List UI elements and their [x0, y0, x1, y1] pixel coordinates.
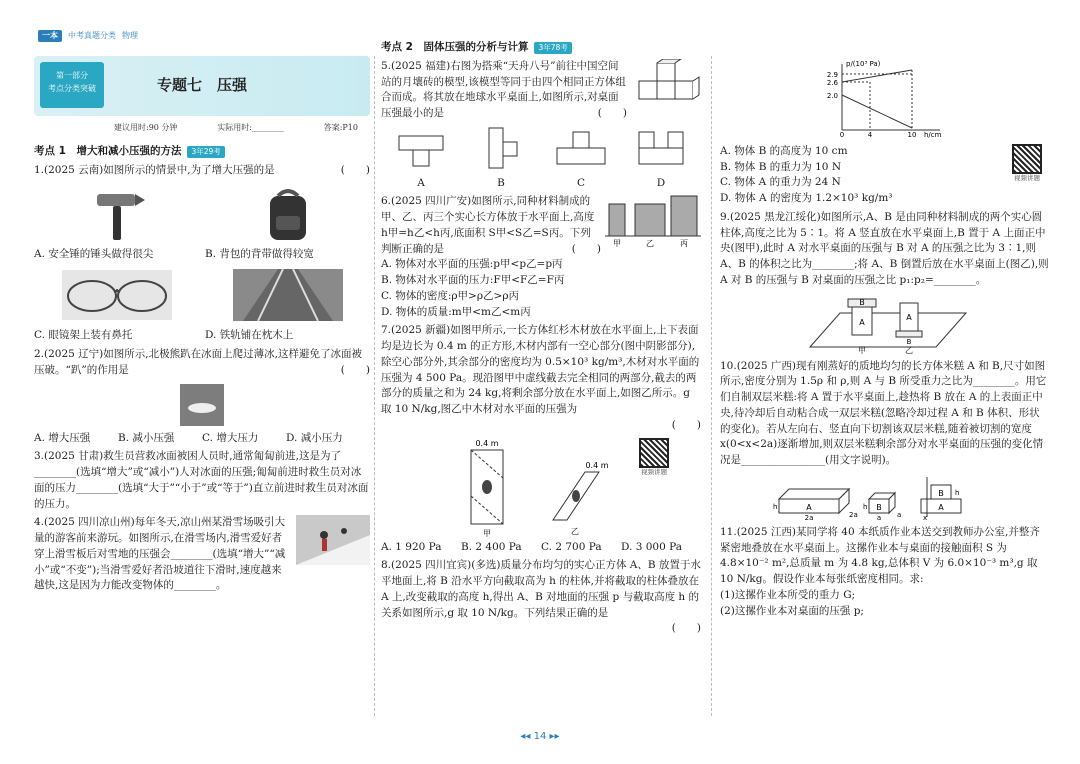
shape-label: A: [859, 317, 865, 327]
option-b: B. 2 400 Pa: [461, 540, 522, 553]
graph-xlabel: h/cm: [924, 131, 942, 138]
ytick: 2.6: [826, 79, 838, 87]
part-line1: 第一部分: [56, 71, 88, 80]
subject-name: 物理: [122, 31, 138, 40]
qr-label: 视频讲题: [1014, 173, 1040, 182]
page-number: ◂◂ 14 ▸▸: [520, 731, 560, 742]
three-blocks-figure: [605, 194, 701, 248]
part-line2: 考点分类突破: [48, 83, 96, 93]
question-stem: 6.(2025 四川广安)如图所示,同种材料制成的甲、乙、丙三个实心长方体放于水平面上,高度 h甲=h乙<h丙,底面积 S甲<S乙=S丙。下列判断正确的是: [381, 195, 595, 255]
fig-label: 甲: [483, 528, 491, 538]
label-b: B: [497, 176, 505, 189]
dim-label: 2a: [804, 513, 814, 521]
dim-label: A: [938, 502, 944, 512]
shape-label: A: [906, 312, 912, 322]
question-text: 4.(2025 四川凉山州)每年冬天,凉山州某滑雪场吸引大量的游客前来游玩。如图所示,在滑雪场内,滑雪爱好者穿上滑雪板后对雪地的压强会________(选填“增大”“减小”或“不变”);当滑雪爱好者沿坡道往下滑时,速度越来越快,这是因为力能改变物体的________。: [34, 516, 286, 592]
question-1: [34, 163, 370, 344]
question-stem: 5.(2025 福建)右图为搭乘“天舟八号”前往中国空间站的月壤砖的模型,该模型等同于由四个相同正方体组合而成。将其放在地球水平桌面上,如图所示,对桌面压强最小的是: [381, 59, 626, 119]
glasses-image: [34, 266, 199, 324]
question-4: [34, 515, 370, 594]
option-c: C. 眼镜架上装有鼻托: [34, 329, 133, 342]
hammer-image: [34, 185, 199, 243]
question-6: [381, 194, 701, 320]
label-a: A: [417, 176, 425, 189]
fig-label: 乙: [571, 526, 579, 536]
answer-page: 答案:P10: [323, 123, 358, 132]
xtick: 4: [867, 131, 873, 138]
column-left: [34, 56, 370, 594]
option-a: A. 安全锤的锤头做得很尖: [34, 247, 154, 260]
meta-row: [34, 116, 370, 134]
option-c: C. 物体 A 的重力为 24 N: [720, 176, 841, 189]
dim-label: B: [938, 488, 944, 498]
dim-label: h: [955, 488, 960, 497]
column-middle: [381, 40, 701, 637]
pressure-graph: [816, 58, 946, 138]
answer-paren: ( ): [571, 242, 601, 255]
topic-title: 专题七 压强: [156, 76, 247, 94]
option-b: B. 物体对水平面的压力:F甲<F乙=F丙: [381, 274, 565, 286]
label-c: C: [576, 176, 586, 189]
section-title: 考点 1 增大和减小压强的方法: [34, 145, 182, 157]
fig-label: 甲: [858, 345, 866, 355]
question-stem: 7.(2025 新疆)如图甲所示,一长方体红杉木材放在水平面上,上下表面均是边长为 0.4 m 的正方形,木材内部有一空心部分(图中阴影部分),除空心部分外,其余部分的密度均为 0.5×10³ kg/m³,木材对水平面的压强为 4 500 Pa。现沿图甲中虚线截去完全相同的两部分,截去的两部分的质量之和为 24 kg,将剩余部分放在水平面上,如图乙所示。g 取 10 N/kg,图乙中木材对水平面的压强为: [381, 324, 700, 415]
xtick: 10: [907, 131, 917, 138]
question-11: [720, 525, 1050, 620]
dim-label: 0.4 m: [475, 438, 499, 448]
question-7: [381, 323, 701, 555]
bar-label-jia: 甲: [613, 239, 621, 249]
wood-figure-jia: [461, 438, 521, 538]
answer-paren: ( ): [340, 363, 370, 376]
qr-code[interactable]: [639, 438, 669, 468]
option-d: D. 3 000 Pa: [621, 540, 682, 553]
column-divider: [711, 56, 712, 716]
bar-label-bing: 丙: [680, 239, 688, 249]
shape-b: [473, 126, 529, 170]
question-5: [381, 59, 701, 192]
shape-label: B: [906, 337, 912, 346]
xtick: 0: [839, 131, 845, 138]
ytick: 2.9: [826, 71, 838, 79]
shape-a: [393, 126, 449, 170]
question-part: (1)这摞作业本所受的重力 G;: [720, 588, 856, 601]
question-part: (2)这摞作业本对桌面的压强 p;: [720, 604, 864, 617]
page-header: [38, 30, 138, 42]
wood-figures: [381, 434, 701, 538]
option-c: C. 2 700 Pa: [541, 540, 602, 553]
dim-label: h: [863, 502, 868, 511]
railway-image: [205, 266, 370, 324]
qr-label: 视频讲题: [641, 467, 667, 476]
option-a: A. 1 920 Pa: [381, 540, 442, 553]
answer-paren: ( ): [671, 622, 701, 635]
answer-paren: ( ): [597, 107, 627, 119]
shape-d: [633, 126, 689, 170]
option-a: A. 物体 B 的高度为 10 cm: [720, 144, 848, 157]
cylinders-figure: [720, 293, 1050, 355]
option-d: D. 减小压力: [286, 431, 343, 444]
dim-label: B: [876, 502, 882, 512]
ski-image: [296, 515, 370, 565]
dim-label: 0.4 m: [585, 460, 609, 470]
option-a: A. 物体对水平面的压强:p甲<p乙=p丙: [381, 258, 563, 271]
backpack-image: [205, 185, 370, 243]
question-stem: 1.(2025 云南)如图所示的情景中,为了增大压强的是: [34, 163, 275, 176]
section-heading: [381, 40, 701, 56]
qr-code[interactable]: [1012, 144, 1042, 174]
actual-time: 实际用时:________: [217, 123, 284, 132]
polar-bear-image: [34, 383, 370, 427]
fig-label: 乙: [905, 345, 913, 355]
bar-label-yi: 乙: [646, 239, 654, 249]
dim-label: a: [876, 513, 882, 521]
graph-ylabel: p/(10³ Pa): [846, 60, 881, 68]
column-divider: [374, 56, 375, 716]
dim-label: x: [923, 513, 928, 521]
option-b: B. 物体 B 的重力为 10 N: [720, 160, 842, 173]
series-logo: 一本: [38, 30, 62, 42]
question-text: 10.(2025 广西)现有刚蒸好的质地均匀的长方体米糕 A 和 B,尺寸如图所示,密度分别为 1.5ρ 和 ρ,则 A 与 B 所受重力之比为________。用它们自制双层米糕:将 A 置于水平桌面上,趁热将 B 放在 A 的上表面正中央,待冷却后自动粘合成一双层米糕(忽略冷却过程 A 和 B 体积、形状的变化)。若从左向右、竖直向下切割该双层米糕,随着被切割的宽度 x(0<x<2a)逐渐增加,则双层米糕剩余部分对水平桌面的压强的变化情况是________________(用文字说明)。: [720, 359, 1047, 466]
rice-cake-figure: [720, 473, 1050, 521]
option-d: D. 铁轨铺在枕木上: [205, 329, 294, 342]
option-a: A. 增大压强: [34, 431, 91, 444]
section-badge: 3年78考: [534, 42, 571, 53]
section-title: 考点 2 固体压强的分析与计算: [381, 41, 529, 53]
question-stem: 2.(2025 辽宁)如图所示,北极熊趴在冰面上爬过薄冰,这样避免了冰面被压破。“趴”的作用是: [34, 348, 362, 376]
question-9: [720, 210, 1050, 355]
question-2: [34, 347, 370, 446]
section-heading: [34, 144, 370, 160]
option-c: C. 物体的密度:ρ甲>ρ乙>ρ丙: [381, 289, 519, 302]
question-10: [720, 359, 1050, 521]
section-badge: 3年29考: [187, 146, 224, 157]
suggested-time: 建议用时:90 分钟: [114, 123, 178, 132]
answer-paren: ( ): [340, 163, 370, 176]
question-text: 11.(2025 江西)某同学将 40 本纸质作业本送交到教师办公室,并整齐紧密地叠放在水平桌面上。这摞作业本与桌面的接触面积 S 为 4.8×10⁻² m²,总质量 m 为 4.8 kg,总体积 V 为 6.0×10⁻³ m³,g 取 10 N/kg。假设作业本每张纸密度相同。求:: [720, 525, 1040, 585]
option-b: B. 背包的背带做得较宽: [205, 247, 314, 260]
question-stem: 8.(2025 四川宜宾)(多选)质量分布均匀的实心正方体 A、B 放置于水平地面上,将 B 沿水平方向截取高为 h 的柱体,并将截取的柱体叠放在 A 上,改变截取的高度 h,得出 A、B 对地面的压强 p 与截取高度 h 的关系如图所示,g 取 10 N/kg。下列结果正确的是: [381, 559, 701, 619]
series-name: 中考真题分类: [68, 31, 116, 40]
brick-model-figure: [631, 59, 701, 109]
topic-banner: [34, 56, 370, 116]
question-8: [381, 558, 701, 637]
dim-label: 2a: [849, 510, 858, 519]
shape-label: B: [859, 297, 865, 307]
dim-label: a: [897, 510, 902, 519]
shape-c: [553, 126, 609, 170]
dim-label: A: [806, 502, 812, 512]
wood-figure-yi: [545, 448, 615, 538]
option-d: D. 物体 A 的密度为 1.2×10³ kg/m³: [720, 192, 893, 204]
option-d: D. 物体的质量:m甲<m乙<m丙: [381, 305, 531, 318]
question-text: 9.(2025 黑龙江绥化)如图所示,A、B 是由同种材料制成的两个实心圆柱体,高度之比为 5∶1。将 A 竖直放在水平桌面上,B 置于 A 上面正中央(图甲),此时 A 对水平桌面的压强与 B 对 A 的压强之比为 3∶1,则 A、B 的体积之比为________;将 A、B 倒置后放在水平桌面上(图乙),则 A 对 B 的压强与 B 对桌面的压强之比 p₁:p₂=________。: [720, 210, 1049, 286]
label-d: D: [656, 176, 666, 189]
dim-label: h: [773, 502, 778, 511]
question-3: 3.(2025 甘肃)救生员营救冰面被困人员时,通常匍匐前进,这是为了________(选填“增大”或“减小”)人对冰面的压强;匍匐前进时救生员对冰面的压力________(选填“大于”“小于”或“等于”)直立前进时救生员对冰面的压力。: [34, 450, 369, 510]
option-c: C. 增大压力: [202, 431, 259, 444]
answer-paren: ( ): [671, 418, 701, 431]
column-right: [720, 58, 1050, 619]
ytick: 2.0: [826, 92, 838, 100]
option-b: B. 减小压强: [118, 431, 175, 444]
